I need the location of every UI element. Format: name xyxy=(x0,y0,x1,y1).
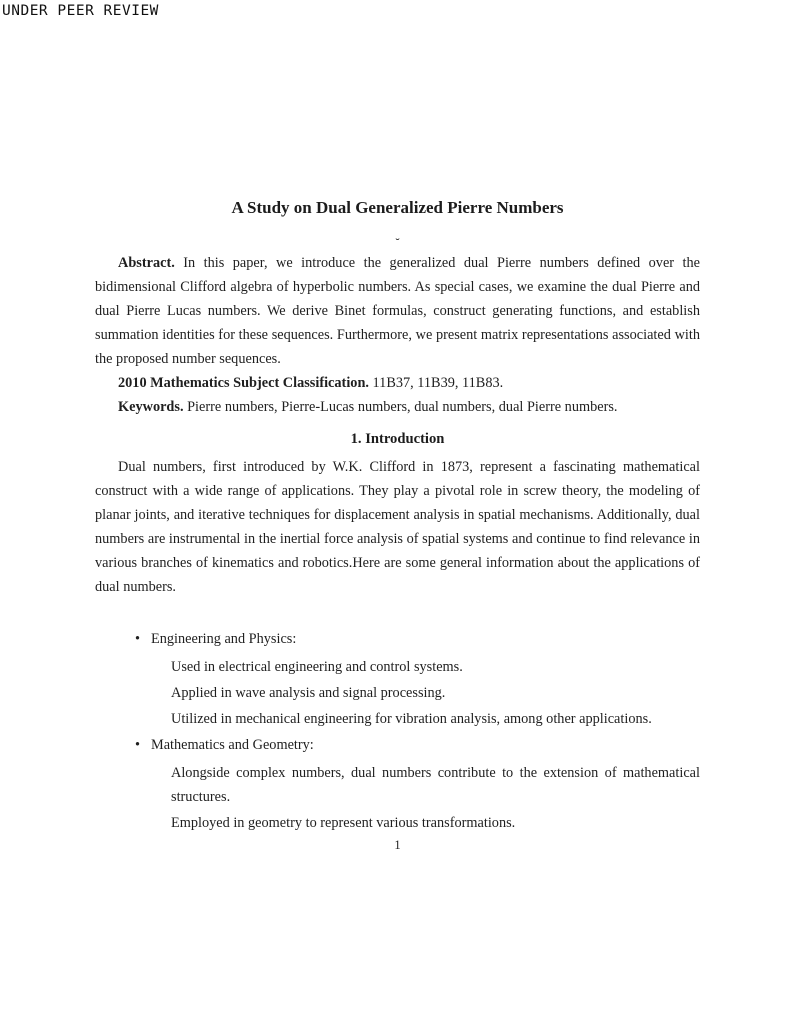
keywords-text: Pierre numbers, Pierre-Lucas numbers, dual numbers, dual Pierre numbers. xyxy=(187,399,618,415)
msc-codes: 11B37, 11B39, 11B83. xyxy=(372,375,504,391)
peer-review-banner: UNDER PEER REVIEW xyxy=(2,3,159,19)
abstract-paragraph xyxy=(95,251,700,371)
msc-line xyxy=(95,371,700,395)
paper-title: A Study on Dual Generalized Pierre Numbers xyxy=(231,198,564,217)
abstract-text: In this paper, we introduce the generalized dual Pierre numbers defined over the bidimensional Clifford algebra of hyperbolic numbers. As special cases, we examine the dual Pierre and dual Pierre Lucas numbers. We derive Binet formulas, construct generating functions, and establish summation identities for these sequences. Furthermore, we present matrix representations associated with the proposed number sequences. xyxy=(95,255,700,367)
bullet-sub-item: Alongside complex numbers, dual numbers contribute to the extension of mathematical structures. xyxy=(171,765,700,805)
bullet-group-label: Engineering and Physics: xyxy=(151,631,297,647)
bullet-group-mathematics xyxy=(135,733,700,757)
bullet-sub-item: Employed in geometry to represent various transformations. xyxy=(171,815,516,831)
paper-content xyxy=(95,0,700,853)
bullet-sub-item: Used in electrical engineering and control systems. xyxy=(171,659,463,675)
applications-bullet-list xyxy=(95,627,700,835)
abstract-label: Abstract. xyxy=(118,255,175,271)
keywords-line xyxy=(95,395,700,419)
author-footnote-mark: ˘ xyxy=(395,235,400,250)
section-heading-introduction: 1. Introduction xyxy=(350,431,445,447)
bullet-marker: • xyxy=(135,737,141,753)
msc-label: 2010 Mathematics Subject Classification. xyxy=(118,375,369,391)
bullet-sub-item: Utilized in mechanical engineering for vibration analysis, among other applications. xyxy=(171,711,652,727)
bullet-group-engineering xyxy=(135,627,700,651)
bullet-marker: • xyxy=(135,631,141,647)
keywords-label: Keywords. xyxy=(118,399,184,415)
bullet-sub-item: Applied in wave analysis and signal processing. xyxy=(171,685,446,701)
introduction-paragraph: Dual numbers, first introduced by W.K. Clifford in 1873, represent a fascinating mathematical construct with a wide range of applications. They play a pivotal role in screw theory, the modeling of planar joints, and iterative techniques for displacement analysis in spatial mechanisms. Additionally, dual numbers are instrumental in the inertial force analysis of spatial systems and continue to find relevance in various branches of kinematics and robotics.Here are some general information about the applications of dual numbers. xyxy=(95,459,700,595)
page-number: 1 xyxy=(394,838,401,852)
bullet-group-label: Mathematics and Geometry: xyxy=(151,737,314,753)
